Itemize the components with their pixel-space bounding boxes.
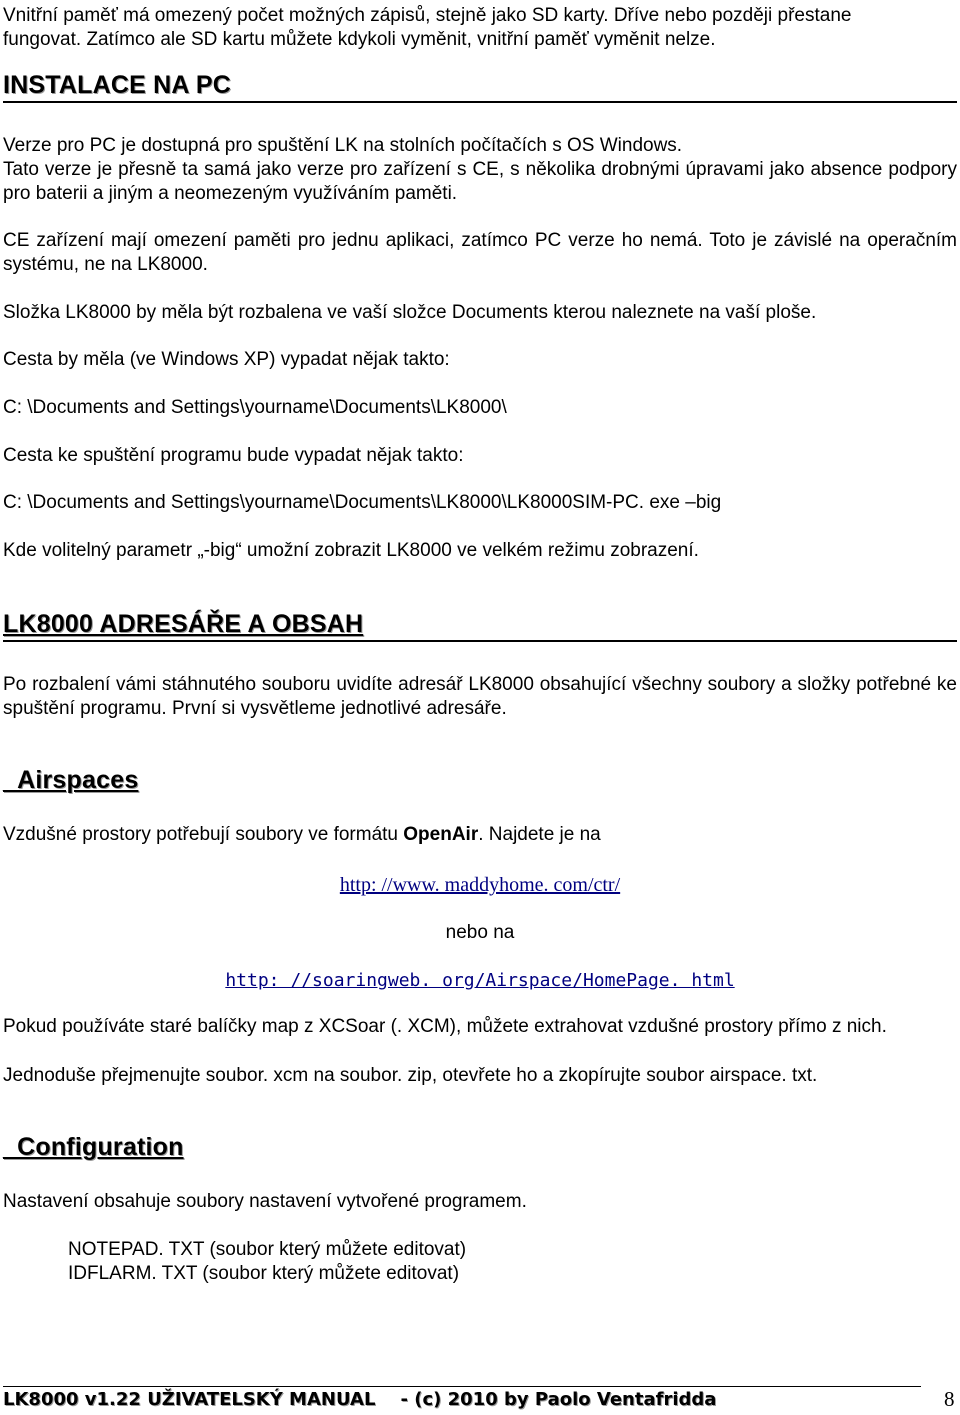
airspaces-text-pre: Vzdušné prostory potřebují soubory ve formátu [3, 824, 404, 845]
configuration-item-idflarm: IDFLARM. TXT (soubor který můžete editovat) [68, 1263, 460, 1284]
heading-rule [3, 640, 957, 642]
install-paragraph-7: Kde volitelný parametr „-big“ umožní zobrazit LK8000 ve velkém režimu zobrazení. [3, 540, 699, 561]
section-heading-directories: LK8000 ADRESÁŘE A OBSAH [3, 610, 364, 638]
footer-text: LK8000 v1.22 UŽIVATELSKÝ MANUAL - (c) 2010 by Paolo Ventafridda [3, 1389, 717, 1410]
airspaces-paragraph-3: Jednoduše přejmenujte soubor. xcm na soubor. zip, otevřete ho a zkopírujte soubor airspace. txt. [3, 1065, 818, 1086]
install-paragraph-1: Verze pro PC je dostupná pro spuštění LK na stolních počítačích s OS Windows. [3, 135, 683, 156]
section-heading-configuration: _Configuration [3, 1133, 184, 1161]
airspaces-paragraph-2: Pokud používáte staré balíčky map z XCSoar (. XCM), můžete extrahovat vzdušné prostory přímo z nich. [3, 1016, 887, 1037]
airspaces-text-post: . Najdete je na [478, 824, 601, 845]
install-path-2: C: \Documents and Settings\yourname\Documents\LK8000\LK8000SIM-PC. exe –big [3, 492, 722, 513]
configuration-paragraph: Nastavení obsahuje soubory nastavení vytvořené programem. [3, 1191, 527, 1212]
install-paragraph-4: Složka LK8000 by měla být rozbalena ve vaší složce Documents kterou naleznete na vaší ploše. [3, 302, 817, 323]
section-heading-airspaces: _Airspaces [3, 766, 139, 794]
intro-line-2: fungovat. Zatímco ale SD kartu můžete kdykoli vyměnit, vnitřní paměť vyměnit nelze. [3, 29, 716, 50]
soaringweb-link[interactable]: http: //soaringweb. org/Airspace/HomePage. html [225, 970, 735, 991]
maddyhome-link[interactable]: http: //www. maddyhome. com/ctr/ [339, 874, 621, 896]
install-paragraph-2: Tato verze je přesně ta samá jako verze pro zařízení s CE, s několika drobnými úpravami jako absence podpory pro baterii a jiným a neomezeným využíváním paměti. [3, 159, 957, 204]
directories-paragraph: Po rozbalení vámi stáhnutého souboru uvidíte adresář LK8000 obsahující všechny soubory a složky potřebné ke spuštění programu. První si vysvětleme jednotlivé adresáře. [3, 674, 957, 719]
install-path-1: C: \Documents and Settings\yourname\Documents\LK8000\ [3, 397, 507, 418]
install-paragraph-5: Cesta by měla (ve Windows XP) vypadat nějak takto: [3, 349, 450, 370]
footer-rule [3, 1386, 921, 1387]
airspaces-paragraph-1 [3, 823, 957, 847]
install-paragraph-3: CE zařízení mají omezení paměti pro jednu aplikaci, zatímco PC verze ho nemá. Toto je závislé na operačním systému, ne na LK8000. [3, 230, 957, 275]
openair-format: OpenAir [403, 824, 479, 845]
page-number: 8 [944, 1387, 955, 1411]
or-text: nebo na [445, 922, 515, 943]
install-paragraph-6: Cesta ke spuštění programu bude vypadat nějak takto: [3, 445, 464, 466]
heading-rule [3, 101, 957, 103]
configuration-item-notepad: NOTEPAD. TXT (soubor který můžete editovat) [68, 1239, 467, 1260]
intro-line-1: Vnitřní paměť má omezený počet možných zápisů, stejně jako SD karty. Dříve nebo později přestane [3, 5, 852, 26]
section-heading-install-pc: INSTALACE NA PC [3, 71, 231, 99]
